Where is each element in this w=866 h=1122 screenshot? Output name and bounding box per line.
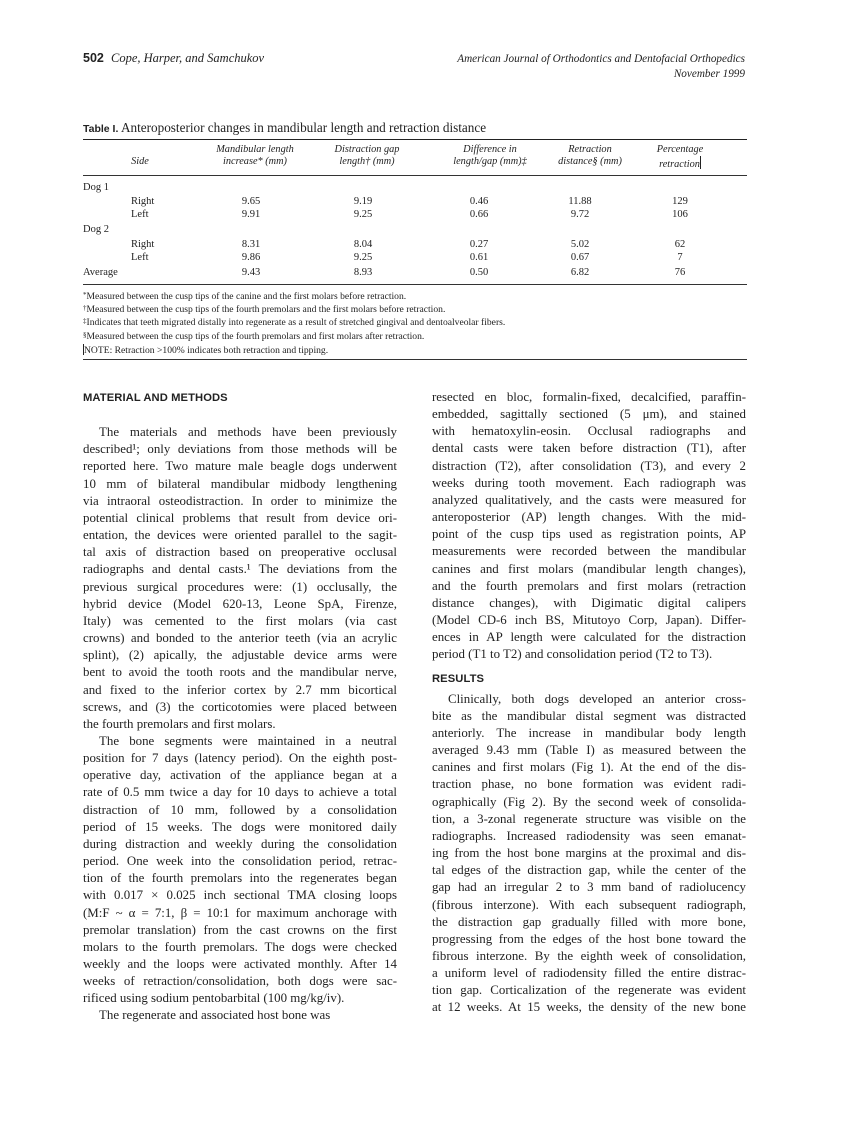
text-line: weekly and the loops were activated monthly. After 14 [83, 957, 397, 971]
author-list: Cope, Harper, and Samchukov [110, 51, 265, 65]
text-line: with 0.017 × 0.025 inch sectional TMA closing loops [83, 888, 397, 903]
text-line: tion gap. Corticalization of the regenerate was evident [432, 983, 746, 998]
table-cell: 129 [672, 196, 688, 207]
text-line: ographically (Fig 2). By the second week of consolida- [432, 794, 746, 809]
journal-name: American Journal of Orthodontics and Dentofacial Orthopedics [457, 53, 745, 65]
text-line: tal axis of distraction based on preoperative occlusal [83, 545, 397, 560]
text-line: (Model CD-6 inch BS, Mitutoyo Corp, Japan). Differ- [432, 613, 746, 628]
running-header-left [83, 51, 264, 66]
text-line: splint), (2) apically, the adjustable device arms were [83, 648, 397, 663]
text-line: and fixed to the inferior cortex by 2.7 mm bicortical [83, 682, 397, 697]
text-line: reported here. Two mature male beagle dogs underwent [83, 459, 397, 474]
text-line: entation, the devices were oriented parallel to the sagit- [83, 528, 397, 543]
table-cell: 8.31 [241, 239, 261, 250]
text-line: point of the cusp tips used as registration points, AP [432, 527, 746, 542]
text-line: embedded, sagittally sectioned (5 μm), and stained [432, 407, 746, 422]
text-cursor [700, 156, 701, 169]
text-line: (fibrous interzone). With each subsequent radiograph, [432, 897, 746, 912]
table-cell: 0.66 [469, 209, 489, 220]
page-number: 502 [83, 51, 104, 65]
text-line: distraction (T2), after consolidation (T3), and every 2 [432, 458, 746, 473]
table-cell: 0.27 [469, 239, 489, 250]
table-footnote: †Measured between the cusp tips of the fourth premolars and the first molars before retraction. [83, 304, 446, 315]
text-line: fibrous interzone. By the eighth week of consolidation, [432, 949, 746, 963]
text-line: bent to avoid the tooth roots and the mandibular nerve, [83, 665, 397, 680]
text-line: described¹; only deviations from those methods will be [83, 442, 397, 457]
section-heading-results: RESULTS [432, 672, 485, 685]
table-cell: 9.86 [241, 252, 261, 263]
issue-date: November 1999 [673, 68, 745, 80]
col-header-percentage: Percentage retraction [656, 144, 704, 170]
text-line: the distraction gap gradually filled with more bone, [432, 914, 746, 929]
table-cell: 0.50 [469, 267, 489, 278]
text-line: distance changes), with Digimatic digital calipers [432, 595, 746, 610]
table-cell: 106 [672, 209, 688, 220]
col-header-mandibular-length: Mandibular length increase* (mm) [216, 144, 294, 167]
text-line: previous surgical procedures were: (1) occlusally, the [83, 579, 397, 594]
col-header-distraction-gap: Distraction gap length† (mm) [334, 144, 400, 167]
table-cell: 9.91 [241, 209, 261, 220]
row-side: Right [131, 196, 155, 207]
section-heading-methods: MATERIAL AND METHODS [83, 392, 228, 404]
table-cell: 9.65 [241, 196, 261, 207]
text-line: ences in AP length were calculated for the distraction [432, 630, 746, 645]
text-line: a uniform level of radiodensity filled the entire distrac- [432, 966, 746, 981]
text-line: The regenerate and associated host bone was [99, 1008, 331, 1023]
methods-body-continued [432, 389, 746, 664]
table-cell: 62 [674, 239, 686, 250]
text-line: tion, a 3-zonal regenerate structure was visible on the [432, 811, 746, 826]
average-label: Average [83, 267, 118, 278]
text-line: ing from the host bone margins at the proximal and dis- [432, 846, 746, 861]
table-bottom-rule [83, 284, 747, 285]
table-header-rule [83, 175, 747, 176]
row-side: Left [131, 209, 149, 220]
text-line: bite as the mandibular distal segment was distracted [432, 708, 746, 723]
table-cell: 8.93 [353, 267, 373, 278]
text-line: tion of the fourth premolars into the regenerates began [83, 871, 397, 886]
text-line: molars to the fourth premolars. The dogs were checked [83, 939, 397, 954]
text-line: period. One week into the consolidation period, retrac- [83, 854, 397, 869]
text-line: period of 15 weeks. The dogs were monitored daily [83, 819, 397, 834]
text-line: gap had an irregular 2 to 3 mm band of radiolucency [432, 880, 746, 895]
text-line: during distraction and weekly during the consolidation [83, 836, 397, 851]
text-line: progressing from the edges of the host bone toward the [432, 931, 746, 946]
table-caption [83, 120, 486, 136]
text-line: distraction of 10 mm, followed by a consolidation [83, 802, 397, 817]
text-line: Clinically, both dogs developed an anterior cross- [448, 691, 746, 706]
results-body [432, 691, 746, 1017]
group-label-dog-1: Dog 1 [83, 182, 109, 193]
text-line: 10 mm of bilateral mandibular midbody lengthening [83, 476, 397, 491]
text-line: The materials and methods have been previously [99, 425, 397, 440]
text-line: Italy) was cemented to the first molars (via cast [83, 613, 397, 628]
text-line: rate of 0.5 mm twice a day for 10 days to achieve a total [83, 785, 397, 800]
table-title: Anteroposterior changes in mandibular length and retraction distance [120, 120, 487, 135]
text-line: traction phase, no bone formation was evident radi- [432, 777, 746, 792]
table-cell: 7 [677, 252, 683, 263]
table-note: NOTE: Retraction >100% indicates both retraction and tipping. [84, 345, 329, 356]
table-cell: 0.67 [570, 252, 590, 263]
left-text-column [83, 390, 397, 1025]
right-text-column [432, 389, 746, 1017]
table-cell: 9.43 [241, 267, 261, 278]
text-line: tal edges of the distraction gap, while the center of the [432, 863, 746, 878]
text-line: dental casts were taken before distraction (T1), after [432, 441, 746, 456]
text-line: analyzed qualitatively, and the casts were measured for [432, 492, 746, 507]
methods-body [83, 424, 397, 1024]
text-line: The bone segments were maintained in a neutral [99, 733, 397, 748]
table-cell: 0.46 [469, 196, 489, 207]
text-line: canines and first molars (mandibular length changes), [432, 561, 746, 576]
text-line: position for 7 days (latency period). On the eighth post- [83, 751, 397, 766]
table-cell: 76 [674, 267, 686, 278]
text-line: radiographs and dental casts.¹ The deviations from the [83, 562, 397, 577]
text-line: anteriorly. The increase in mandibular body length [432, 725, 746, 740]
running-header-right [457, 52, 745, 82]
text-line: the fourth premolars and first molars. [83, 716, 276, 731]
text-line: and the fourth premolars and first molars (retraction [432, 578, 746, 593]
table-footnote: §Measured between the cusp tips of the fourth premolars and first molars after retraction. [83, 331, 425, 342]
table-top-rule [83, 139, 747, 140]
text-line: canines and first molars (Fig 1). At the end of the dis- [432, 760, 746, 775]
text-line: period (T1 to T2) and consolidation period (T2 to T3). [432, 647, 713, 662]
table-cell: 11.88 [568, 196, 592, 207]
text-line: hybrid device (Model 620-13, Leone SpA, Firenze, [83, 596, 397, 611]
text-line: potential clinical problems that result from device ori- [83, 510, 397, 525]
text-line: (M:F ~ α = 7:1, β = 10:1 for maximum anchorage with [83, 905, 397, 920]
table-cell: 9.19 [353, 196, 373, 207]
row-side: Left [131, 252, 149, 263]
text-line: anteroposterior (AP) length changes. With the mid- [432, 510, 746, 525]
text-line: operative day, activation of the appliance began at a [83, 768, 397, 783]
text-line: with hematoxylin-eosin. Occlusal radiographs and [432, 424, 746, 439]
table-label: Table I. [83, 123, 119, 135]
row-side: Right [131, 239, 155, 250]
table-cell: 6.82 [570, 267, 590, 278]
table-cell: 9.25 [353, 209, 373, 220]
text-line: premolar translation) from the cast crowns on the first [83, 922, 397, 937]
text-line: weeks of retraction/consolidation, both dogs were sac- [83, 974, 397, 989]
text-line: crowns) and bonded to the anterior teeth (via an acrylic [83, 631, 397, 646]
text-line: measurements were recorded between the mandibular [432, 544, 746, 559]
text-line: rificed using sodium pentobarbital (100 mg/kg/iv). [83, 991, 345, 1006]
table-cell: 9.25 [353, 252, 373, 263]
table-footnote: *Measured between the cusp tips of the canine and the first molars before retraction. [83, 291, 407, 302]
table-cell: 8.04 [353, 239, 373, 250]
text-line: radiographs. Increased radiodensity was seen emanat- [432, 828, 746, 843]
text-line: screws, and (3) the corticotomies were placed between [83, 699, 397, 714]
table-cell: 0.61 [469, 252, 489, 263]
col-header-difference: Difference in length/gap (mm)‡ [453, 144, 527, 167]
table-cell: 5.02 [570, 239, 590, 250]
table-end-rule [83, 359, 747, 360]
text-line: weeks during tooth movement. Each radiograph was [432, 475, 746, 490]
col-header-side: Side [131, 156, 149, 167]
text-line: via intraoral osteodistraction. In order to minimize the [83, 493, 397, 508]
text-line: at 12 weeks. At 15 weeks, the density of the new bone [432, 1000, 746, 1015]
col-header-retraction-distance: Retraction distance§ (mm) [558, 144, 622, 167]
table-cell: 9.72 [570, 209, 590, 220]
text-line: resected en bloc, formalin-fixed, decalcified, paraffin- [432, 390, 746, 404]
table-footnote: ‡Indicates that teeth migrated distally into regenerate as a result of stretched gingival and dentoalveolar fibers. [83, 317, 506, 328]
group-label-dog-2: Dog 2 [83, 224, 109, 235]
text-line: averaged 9.43 mm (Table I) as measured between the [432, 743, 746, 758]
